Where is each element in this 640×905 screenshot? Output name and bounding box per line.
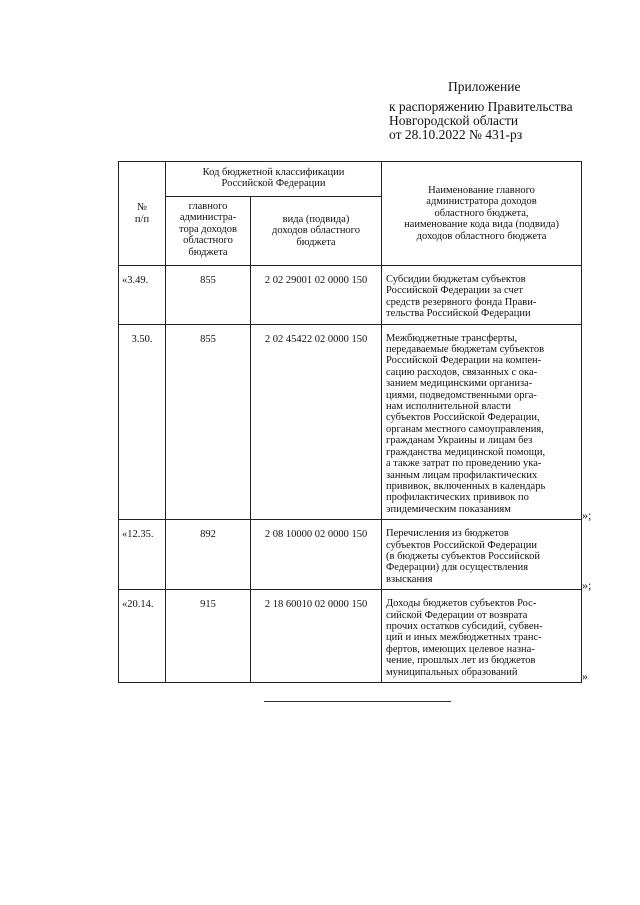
closing-quote-semicolon: »; bbox=[582, 508, 592, 522]
row-admin-code: 892 bbox=[166, 520, 251, 590]
row-name: Доходы бюджетов субъектов Рос- сийской Федерации от возврата прочих остатков субсидий, субвен- ций и иных межбюджетных транс- фертов, имеющих целевое назна- чение, прошлых лет из бюджетов муниципальных образований bbox=[382, 590, 582, 683]
row-income-code: 2 02 29001 02 0000 150 bbox=[251, 266, 382, 325]
row-admin-code: 855 bbox=[166, 324, 251, 520]
row-number: 3.50. bbox=[119, 324, 166, 520]
header-type: вида (подвида) доходов областного бюджета bbox=[251, 197, 382, 266]
row-name: Субсидии бюджетам субъектов Российской Федерации за счет средств резервного фонда Прави- тельства Российской Федерации bbox=[382, 266, 582, 325]
header-admin: главного администра- тора доходов областного бюджета bbox=[166, 197, 251, 266]
header-code-group: Код бюджетной классификации Российской Федерации bbox=[166, 162, 382, 197]
row-income-code: 2 18 60010 02 0000 150 bbox=[251, 590, 382, 683]
table-row bbox=[119, 324, 582, 520]
header-line: Новгородской области bbox=[389, 113, 519, 128]
closing-quote-semicolon: »; bbox=[582, 578, 592, 592]
footer-divider bbox=[264, 701, 451, 702]
row-number: «20.14. bbox=[119, 590, 166, 683]
row-income-code: 2 02 45422 02 0000 150 bbox=[251, 324, 382, 520]
closing-quote: » bbox=[582, 669, 588, 683]
table-row bbox=[119, 590, 582, 683]
budget-classification-table bbox=[118, 161, 582, 683]
table-header-row bbox=[119, 162, 582, 197]
appendix-header bbox=[389, 80, 629, 142]
row-name: Межбюджетные трансферты, передаваемые бюджетам субъектов Российской Федерации на компен- сацию расходов, связанных с ока- занием медицинскими организа- циями, подведомственными орга- нам исполнительной власти субъектов Российской Федерации, органам местного самоуправления, гражданам Украины и лицам без гражданства медицинской помощи, а также затрат по проведению ука- занным лицам профилактических прививок, включенных в календарь профилактических прививок по эпидемическим показаниям bbox=[382, 324, 582, 520]
header-line: от 28.10.2022 № 431-рз bbox=[389, 127, 523, 142]
row-income-code: 2 08 10000 02 0000 150 bbox=[251, 520, 382, 590]
table-row bbox=[119, 266, 582, 325]
row-number: «3.49. bbox=[119, 266, 166, 325]
row-name: Перечисления из бюджетов субъектов Российской Федерации (в бюджеты субъектов Российской Федерации) для осуществления взыскания bbox=[382, 520, 582, 590]
header-number: № п/п bbox=[119, 162, 166, 266]
header-line: к распоряжению Правительства bbox=[389, 99, 573, 114]
table-row bbox=[119, 520, 582, 590]
row-number: «12.35. bbox=[119, 520, 166, 590]
row-admin-code: 915 bbox=[166, 590, 251, 683]
row-admin-code: 855 bbox=[166, 266, 251, 325]
header-name: Наименование главного администратора доходов областного бюджета, наименование кода вида (подвида) доходов областного бюджета bbox=[382, 162, 582, 266]
appendix-title: Приложение bbox=[448, 79, 521, 94]
